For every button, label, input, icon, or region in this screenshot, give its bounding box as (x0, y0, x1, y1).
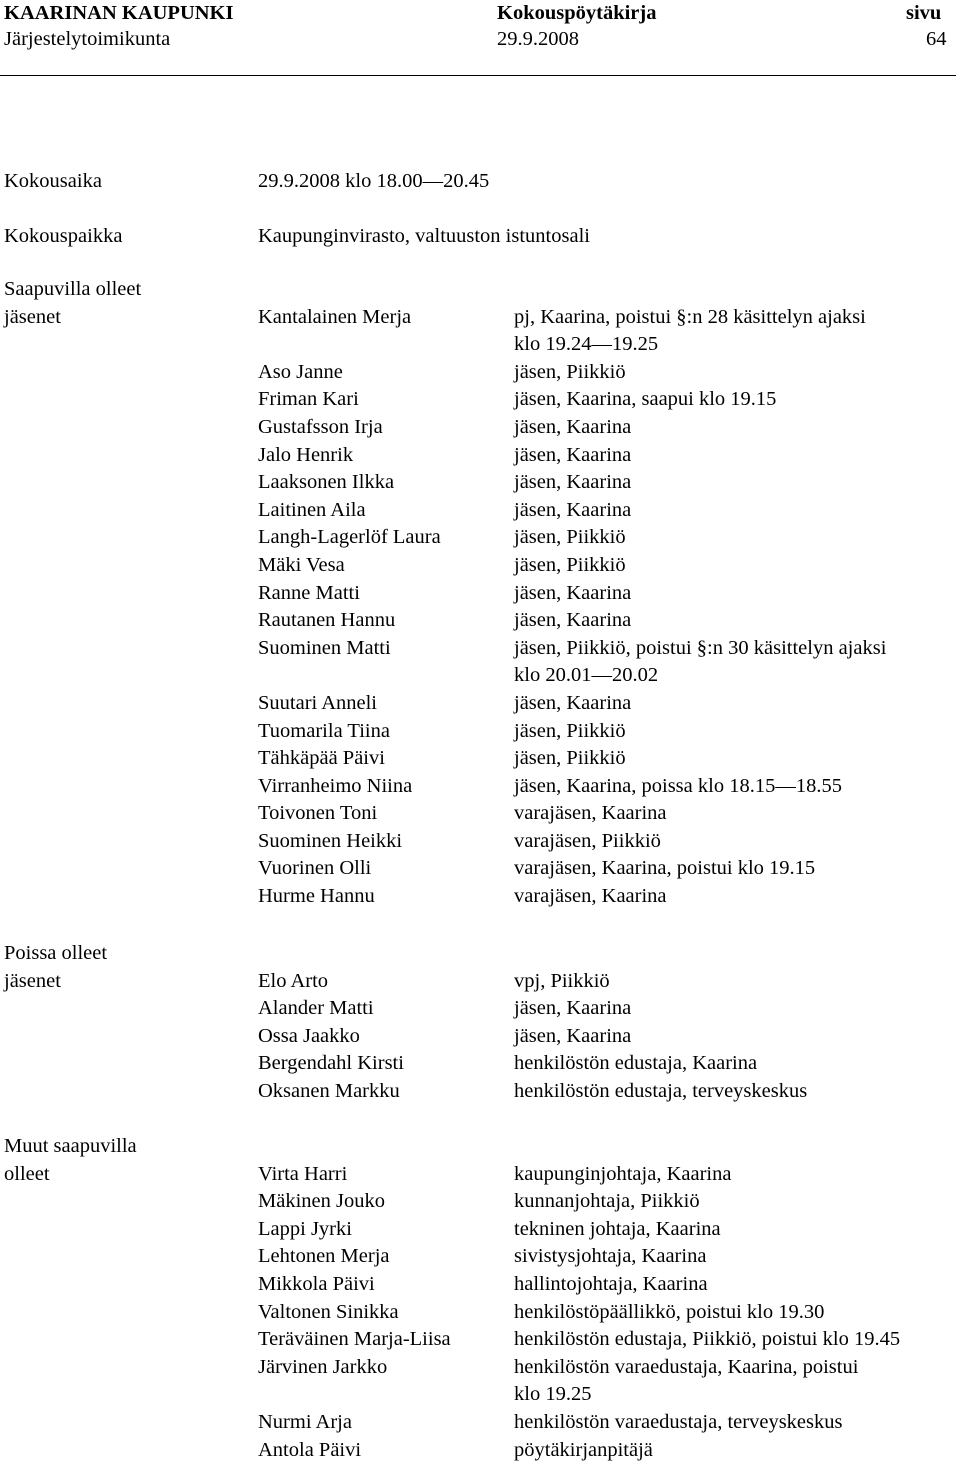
person-role: jäsen, Kaarina (514, 691, 632, 714)
person-role: varajäsen, Piikkiö (514, 829, 661, 852)
person-row (0, 1161, 960, 1189)
person-role: vpj, Piikkiö (514, 969, 610, 992)
person-role: pj, Kaarina, poistui §:n 28 käsittelyn ajaksi klo 19.24—19.25 (514, 305, 866, 356)
person-row (0, 1050, 960, 1078)
person-name: Suominen Matti (258, 636, 391, 659)
person-row (0, 497, 960, 525)
meeting-date: 29.9.2008 (497, 28, 579, 50)
person-row (0, 635, 960, 690)
others-present-list (0, 1161, 960, 1465)
person-role: jäsen, Piikkiö, poistui §:n 30 käsittelyn ajaksi klo 20.01—20.02 (514, 636, 887, 687)
person-row (0, 580, 960, 608)
person-name: Elo Arto (258, 969, 329, 992)
person-role: jäsen, Kaarina (514, 443, 632, 466)
person-role: jäsen, Piikkiö (514, 747, 626, 770)
person-name: Alander Matti (258, 997, 374, 1020)
person-name: Laaksonen Ilkka (258, 471, 395, 494)
person-row (0, 1078, 960, 1106)
document-type: Kokouspöytäkirja (497, 2, 657, 24)
person-name: Lehtonen Merja (258, 1245, 390, 1268)
meeting-place-row (0, 222, 960, 250)
header-row-2 (0, 26, 960, 52)
person-role: henkilöstöpäällikkö, poistui klo 19.30 (514, 1300, 825, 1323)
person-row (0, 359, 960, 387)
person-name: Friman Kari (258, 388, 359, 411)
person-role: jäsen, Kaarina (514, 498, 632, 521)
organization-name: KAARINAN KAUPUNKI (4, 2, 234, 24)
person-role: jäsen, Kaarina (514, 1024, 632, 1047)
person-row (0, 524, 960, 552)
person-role: jäsen, Kaarina (514, 581, 632, 604)
person-name: Ranne Matti (258, 581, 360, 604)
person-row (0, 1326, 960, 1354)
person-name: Toivonen Toni (258, 802, 378, 825)
page-label: sivu (906, 2, 942, 24)
person-name: Valtonen Sinikka (258, 1300, 399, 1323)
present-members-list (0, 304, 960, 911)
person-role: henkilöstön varaedustaja, terveyskeskus (514, 1410, 843, 1433)
person-name: Gustafsson Irja (258, 415, 383, 438)
person-name: Mäki Vesa (258, 553, 345, 576)
person-name: Tähkäpää Päivi (258, 747, 385, 770)
person-name: Vuorinen Olli (258, 857, 372, 880)
person-role: jäsen, Piikkiö (514, 526, 626, 549)
person-row (0, 883, 960, 911)
header-row-1 (0, 0, 960, 26)
person-row (0, 414, 960, 442)
present-members-label: Saapuvilla olleet jäsenet (4, 278, 142, 328)
person-name: Aso Janne (258, 360, 343, 383)
absent-members-label: Poissa olleet jäsenet (4, 942, 108, 992)
person-name: Jalo Henrik (258, 443, 354, 466)
person-role: jäsen, Piikkiö (514, 553, 626, 576)
person-name: Lappi Jyrki (258, 1217, 352, 1240)
person-name: Mäkinen Jouko (258, 1190, 385, 1213)
person-name: Oksanen Markku (258, 1079, 400, 1102)
person-row (0, 1409, 960, 1437)
person-role: kunnanjohtaja, Piikkiö (514, 1190, 700, 1213)
person-role: sivistysjohtaja, Kaarina (514, 1245, 707, 1268)
absent-members-list (0, 968, 960, 1106)
person-name: Mikkola Päivi (258, 1272, 375, 1295)
person-role: henkilöstön edustaja, Piikkiö, poistui klo 19.45 (514, 1328, 901, 1351)
person-row (0, 1437, 960, 1465)
person-role: henkilöstön varaedustaja, Kaarina, poistui klo 19.25 (514, 1355, 859, 1406)
person-role: jäsen, Piikkiö (514, 360, 626, 383)
person-name: Hurme Hannu (258, 885, 375, 908)
person-row (0, 1354, 960, 1409)
others-present-label: Muut saapuvilla olleet (4, 1135, 137, 1185)
person-name: Virranheimo Niina (258, 774, 413, 797)
person-role: varajäsen, Kaarina (514, 802, 667, 825)
person-name: Järvinen Jarkko (258, 1355, 388, 1378)
person-row (0, 745, 960, 773)
person-row (0, 469, 960, 497)
person-row (0, 855, 960, 883)
person-name: Suominen Heikki (258, 829, 403, 852)
person-name: Laitinen Aila (258, 498, 366, 521)
person-name: Ossa Jaakko (258, 1024, 360, 1047)
person-row (0, 386, 960, 414)
person-name: Antola Päivi (258, 1438, 362, 1461)
person-row (0, 1188, 960, 1216)
person-name: Langh-Lagerlöf Laura (258, 526, 441, 549)
person-role: jäsen, Piikkiö (514, 719, 626, 742)
person-role: jäsen, Kaarina (514, 609, 632, 632)
person-role: jäsen, Kaarina (514, 471, 632, 494)
person-name: Bergendahl Kirsti (258, 1052, 404, 1075)
person-row (0, 1216, 960, 1244)
person-row (0, 773, 960, 801)
person-role: jäsen, Kaarina, saapui klo 19.15 (514, 388, 777, 411)
person-row (0, 718, 960, 746)
meeting-time-row (0, 167, 960, 195)
person-row (0, 1299, 960, 1327)
person-role: varajäsen, Kaarina, poistui klo 19.15 (514, 857, 816, 880)
meeting-time-label: Kokousaika (4, 170, 102, 192)
meeting-place-label: Kokouspaikka (4, 225, 123, 247)
person-role: kaupunginjohtaja, Kaarina (514, 1162, 732, 1185)
person-row (0, 995, 960, 1023)
person-name: Nurmi Arja (258, 1410, 352, 1433)
person-row (0, 828, 960, 856)
person-row (0, 1271, 960, 1299)
person-role: jäsen, Kaarina (514, 415, 632, 438)
person-row (0, 552, 960, 580)
person-name: Suutari Anneli (258, 691, 378, 714)
person-row (0, 690, 960, 718)
person-row (0, 968, 960, 996)
person-role: hallintojohtaja, Kaarina (514, 1272, 708, 1295)
person-role: jäsen, Kaarina, poissa klo 18.15—18.55 (514, 774, 842, 797)
meeting-place-value: Kaupunginvirasto, valtuuston istuntosali (258, 225, 590, 247)
person-row (0, 1243, 960, 1271)
person-row (0, 304, 960, 359)
person-role: henkilöstön edustaja, Kaarina (514, 1052, 758, 1075)
person-row (0, 1023, 960, 1051)
committee-name: Järjestelytoimikunta (4, 28, 171, 50)
person-role: henkilöstön edustaja, terveyskeskus (514, 1079, 808, 1102)
person-name: Tuomarila Tiina (258, 719, 390, 742)
header-divider (0, 75, 956, 76)
person-name: Teräväinen Marja-Liisa (258, 1328, 451, 1351)
person-name: Kantalainen Merja (258, 305, 412, 328)
person-row (0, 607, 960, 635)
person-role: tekninen johtaja, Kaarina (514, 1217, 721, 1240)
page-number: 64 (926, 28, 947, 50)
person-row (0, 442, 960, 470)
person-role: jäsen, Kaarina (514, 997, 632, 1020)
person-name: Rautanen Hannu (258, 609, 396, 632)
person-role: varajäsen, Kaarina (514, 885, 667, 908)
person-name: Virta Harri (258, 1162, 348, 1185)
person-role: pöytäkirjanpitäjä (514, 1438, 653, 1461)
person-row (0, 800, 960, 828)
meeting-time-value: 29.9.2008 klo 18.00—20.45 (258, 170, 490, 192)
